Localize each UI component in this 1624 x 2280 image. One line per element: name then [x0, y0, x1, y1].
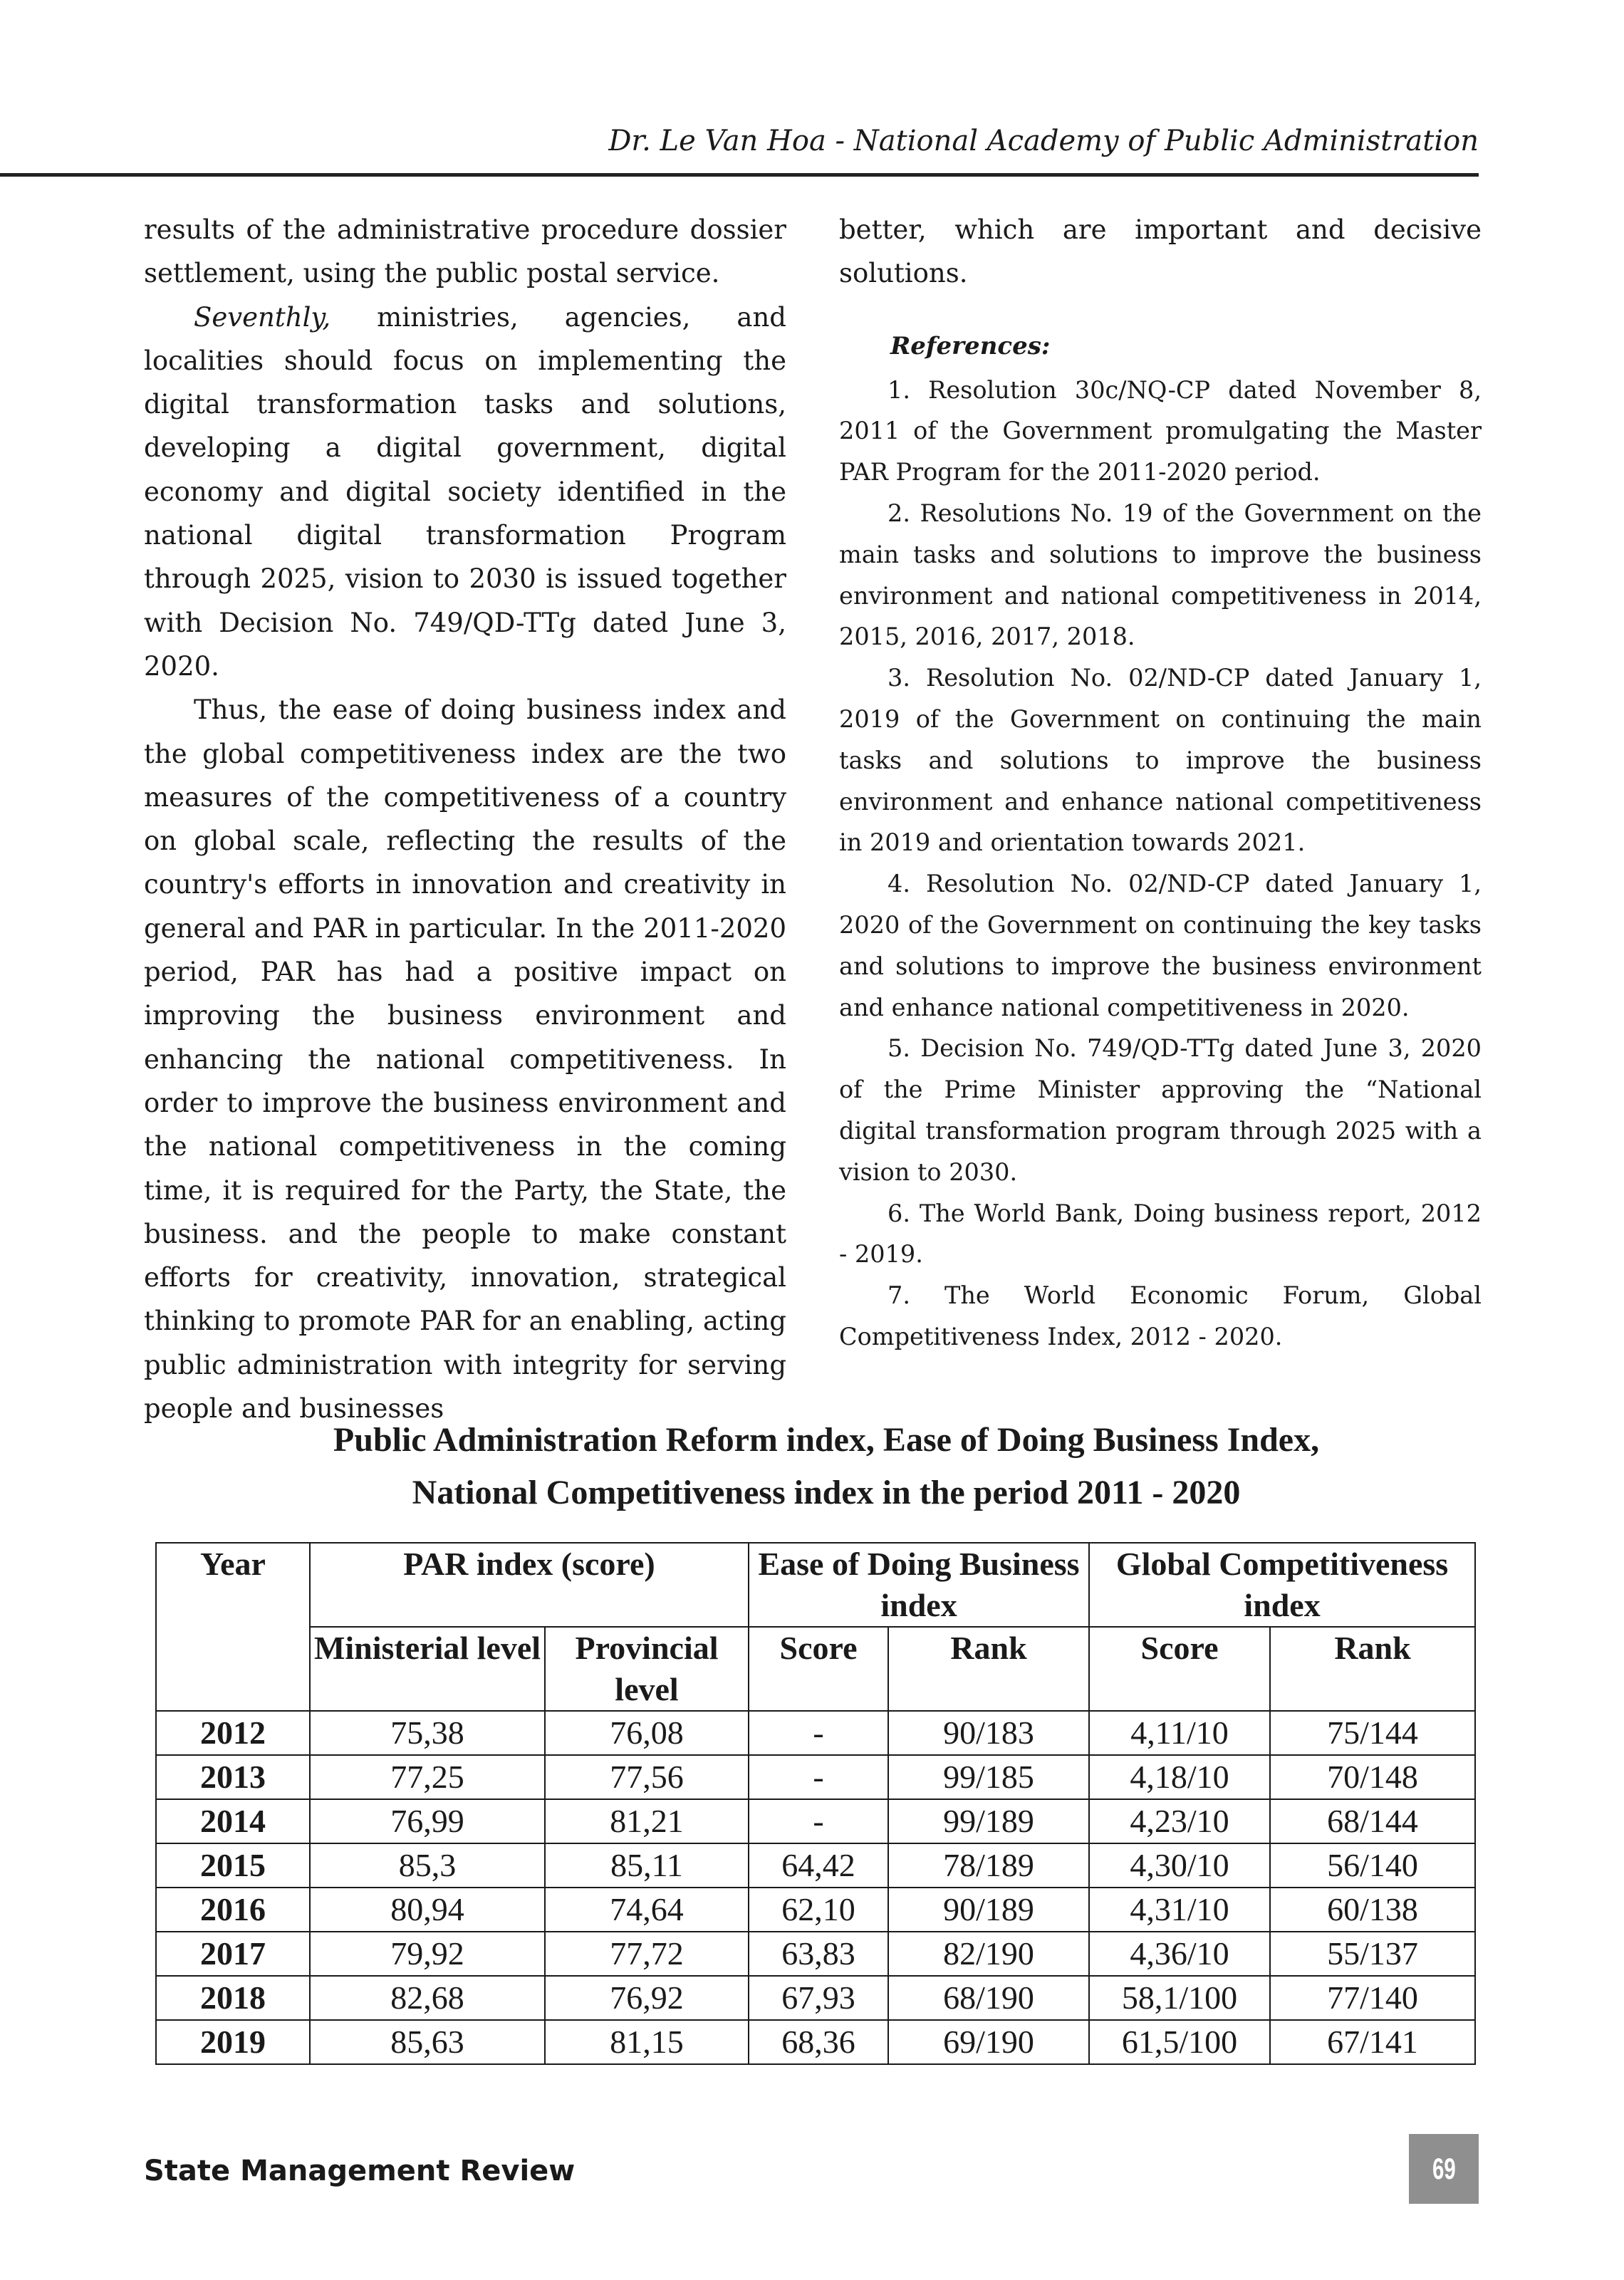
cell-eodb-score: 68,36 — [749, 2020, 888, 2064]
cell-ministerial: 76,99 — [310, 1799, 545, 1843]
table-row — [156, 1843, 1475, 1888]
cell-eodb-score: 62,10 — [749, 1888, 888, 1932]
left-column — [144, 208, 786, 1430]
cell-gci-rank: 77/140 — [1270, 1976, 1475, 2020]
paragraph-3: Thus, the ease of doing business index and the global competitiveness index are the two measures of the competitiveness of a country on global scale, reflecting the results of the country's efforts in innovation and creativity in general and PAR in particular. In the 2011-2020 period, PAR has had a positive impact on improving the business environment and enhancing the national competitiveness. In order to improve the business environment and the national competitiveness in the coming time, it is required for the Party, the State, the business. and the people to make constant efforts for creativity, innovation, strategical thinking to promote PAR for an enabling, acting public administration with integrity for serving people and businesses — [144, 694, 786, 1425]
header-par-index: PAR index (score) — [310, 1543, 749, 1627]
cell-eodb-score: 67,93 — [749, 1976, 888, 2020]
table-row — [156, 1755, 1475, 1799]
cell-gci-score: 4,36/10 — [1089, 1932, 1270, 1976]
reference-item: 6. The World Bank, Doing business report, 2012 - 2019. — [839, 1199, 1482, 1269]
paragraph-2-text: ministries, agencies, and localities should focus on implementing the digital transformation tasks and solutions, developing a digital government, digital economy and digital society identified in the national digital transformation Program through 2025, vision to 2030 is issued together with Decision No. 749/QD-TTg dated June 3, 2020. — [144, 301, 786, 682]
header-eodb-score: Score — [749, 1627, 888, 1711]
cell-eodb-rank: 68/190 — [888, 1976, 1089, 2020]
cell-gci-rank: 70/148 — [1270, 1755, 1475, 1799]
cell-provincial: 85,11 — [545, 1843, 749, 1888]
cell-eodb-score: 64,42 — [749, 1843, 888, 1888]
cell-ministerial: 79,92 — [310, 1932, 545, 1976]
cell-provincial: 76,92 — [545, 1976, 749, 2020]
cell-eodb-score: 63,83 — [749, 1932, 888, 1976]
cell-gci-rank: 60/138 — [1270, 1888, 1475, 1932]
cell-provincial: 77,72 — [545, 1932, 749, 1976]
cell-gci-score: 4,30/10 — [1089, 1843, 1270, 1888]
table-row — [156, 1976, 1475, 2020]
cell-gci-score: 4,23/10 — [1089, 1799, 1270, 1843]
cell-eodb-rank: 82/190 — [888, 1932, 1089, 1976]
cell-eodb-rank: 90/189 — [888, 1888, 1089, 1932]
cell-gci-rank: 68/144 — [1270, 1799, 1475, 1843]
header-gci-score: Score — [1089, 1627, 1270, 1711]
references-title: References: — [890, 331, 1051, 360]
cell-gci-rank: 67/141 — [1270, 2020, 1475, 2064]
header-gci-rank: Rank — [1270, 1627, 1475, 1711]
cell-ministerial: 80,94 — [310, 1888, 545, 1932]
cell-eodb-score: - — [749, 1799, 888, 1843]
cell-gci-score: 4,31/10 — [1089, 1888, 1270, 1932]
reference-item: 4. Resolution No. 02/ND-CP dated January 1, 2020 of the Government on continuing the key tasks and solutions to improve the business environment and enhance national competitiveness in 2020. — [839, 870, 1482, 1021]
cell-eodb-rank: 78/189 — [888, 1843, 1089, 1888]
table-row — [156, 2020, 1475, 2064]
cell-eodb-rank: 99/189 — [888, 1799, 1089, 1843]
page-number: 69 — [1432, 2152, 1456, 2185]
header-rule — [0, 173, 1479, 177]
cell-year: 2019 — [156, 2020, 310, 2064]
cell-provincial: 76,08 — [545, 1711, 749, 1755]
header-year: Year — [156, 1543, 310, 1711]
cell-gci-score: 58,1/100 — [1089, 1976, 1270, 2020]
right-column — [839, 208, 1482, 1358]
cell-eodb-rank: 69/190 — [888, 2020, 1089, 2064]
cell-provincial: 81,21 — [545, 1799, 749, 1843]
table-row — [156, 1799, 1475, 1843]
cell-gci-score: 4,11/10 — [1089, 1711, 1270, 1755]
table-row — [156, 1932, 1475, 1976]
cell-provincial: 77,56 — [545, 1755, 749, 1799]
cell-gci-rank: 75/144 — [1270, 1711, 1475, 1755]
cell-gci-score: 4,18/10 — [1089, 1755, 1270, 1799]
cell-eodb-score: - — [749, 1755, 888, 1799]
cell-gci-rank: 55/137 — [1270, 1932, 1475, 1976]
cell-year: 2014 — [156, 1799, 310, 1843]
cell-year: 2012 — [156, 1711, 310, 1755]
cell-ministerial: 85,3 — [310, 1843, 545, 1888]
header-ease-of-doing-business: Ease of Doing Business index — [749, 1543, 1089, 1627]
cell-year: 2018 — [156, 1976, 310, 2020]
cell-year: 2015 — [156, 1843, 310, 1888]
cell-eodb-rank: 99/185 — [888, 1755, 1089, 1799]
reference-item: 3. Resolution No. 02/ND-CP dated January 1, 2019 of the Government on continuing the main tasks and solutions to improve the business environment and enhance national competitiveness in 2019 and orientation towards 2021. — [839, 664, 1482, 857]
paragraph-1: results of the administrative procedure dossier settlement, using the public postal service. — [144, 214, 786, 289]
running-header: Dr. Le Van Hoa - National Academy of Public Administration — [608, 125, 1479, 157]
reference-item: 7. The World Economic Forum, Global Competitiveness Index, 2012 - 2020. — [839, 1281, 1482, 1350]
cell-ministerial: 75,38 — [310, 1711, 545, 1755]
cell-ministerial: 82,68 — [310, 1976, 545, 2020]
table-title-line-1: Public Administration Reform index, Ease of Doing Business Index, — [333, 1421, 1320, 1459]
paragraph-2 — [144, 296, 786, 689]
reference-item: 1. Resolution 30c/NQ-CP dated November 8, 2011 of the Government promulgating the Master PAR Program for the 2011-2020 period. — [839, 375, 1482, 486]
cell-gci-rank: 56/140 — [1270, 1843, 1475, 1888]
header-provincial-level: Provincial level — [545, 1627, 749, 1711]
cell-ministerial: 77,25 — [310, 1755, 545, 1799]
cell-ministerial: 85,63 — [310, 2020, 545, 2064]
cell-year: 2016 — [156, 1888, 310, 1932]
paragraph-2-lead: Seventhly, — [194, 301, 331, 333]
cell-eodb-rank: 90/183 — [888, 1711, 1089, 1755]
cell-provincial: 81,15 — [545, 2020, 749, 2064]
paragraph-continuation: better, which are important and decisive solutions. — [839, 214, 1482, 289]
cell-provincial: 74,64 — [545, 1888, 749, 1932]
table-title-line-2: National Competitiveness index in the period 2011 - 2020 — [412, 1474, 1241, 1511]
cell-eodb-score: - — [749, 1711, 888, 1755]
index-table — [155, 1542, 1476, 2065]
cell-year: 2013 — [156, 1755, 310, 1799]
page-number-badge — [1409, 2134, 1479, 2204]
table-title — [150, 1414, 1503, 1519]
cell-year: 2017 — [156, 1932, 310, 1976]
cell-gci-score: 61,5/100 — [1089, 2020, 1270, 2064]
header-eodb-rank: Rank — [888, 1627, 1089, 1711]
reference-item: 2. Resolutions No. 19 of the Government on the main tasks and solutions to improve the business environment and national competitiveness in 2014, 2015, 2016, 2017, 2018. — [839, 499, 1482, 651]
journal-title: State Management Review — [144, 2155, 576, 2187]
reference-item: 5. Decision No. 749/QD-TTg dated June 3, 2020 of the Prime Minister approving the “National digital transformation program through 2025 with a vision to 2030. — [839, 1034, 1482, 1186]
header-ministerial-level: Ministerial level — [310, 1627, 545, 1711]
table-row — [156, 1711, 1475, 1755]
table-row — [156, 1888, 1475, 1932]
header-global-competitiveness: Global Competitiveness index — [1089, 1543, 1475, 1627]
